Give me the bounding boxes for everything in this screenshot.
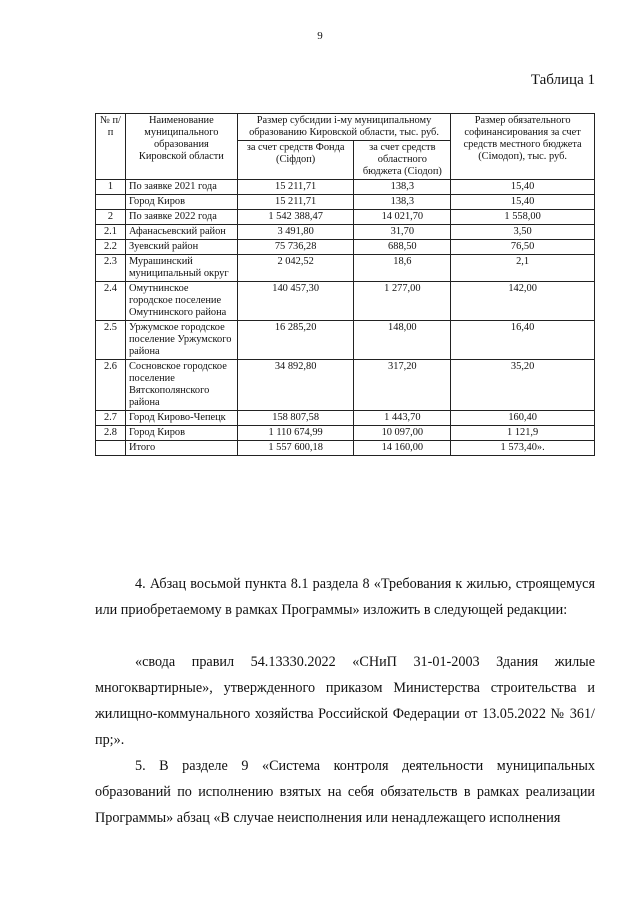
- header-local: Размер обязательного софинансирования за счет средств местного бюджета (Ciмодоп), тыс. руб.: [451, 114, 595, 180]
- paragraph-5-rest: образований по исполнению взятых на себя обязательств в рамках реализации Программы» абзац «В случае неисполнения или ненадлежащего исполнения: [95, 784, 595, 826]
- paragraph-4-rest: строящемуся или приобретаемому в рамках Программы» изложить в следующей редакции:: [95, 576, 595, 618]
- cell-fund: 75 736,28: [237, 240, 354, 255]
- cell-num: 2.1: [96, 225, 126, 240]
- cell-regional: 148,00: [354, 321, 451, 360]
- cell-local: 35,20: [451, 360, 595, 411]
- cell-name: Мурашинский муниципальный округ: [125, 255, 237, 282]
- cell-local: 1 121,9: [451, 426, 595, 441]
- quote-paragraph: [95, 649, 595, 753]
- cell-num: [96, 195, 126, 210]
- cell-local: 15,40: [451, 195, 595, 210]
- cell-regional: 1 277,00: [354, 282, 451, 321]
- cell-num: [96, 441, 126, 456]
- cell-local: 1 558,00: [451, 210, 595, 225]
- cell-num: 2.8: [96, 426, 126, 441]
- paragraph-5-line1: 5. В разделе 9 «Система контроля деятельности муниципальных: [135, 758, 595, 774]
- cell-name: Уржумское городское поселение Уржумского района: [125, 321, 237, 360]
- cell-fund: 34 892,80: [237, 360, 354, 411]
- cell-fund: 3 491,80: [237, 225, 354, 240]
- table-row: [96, 411, 595, 426]
- cell-name: Итого: [125, 441, 237, 456]
- table-row: [96, 426, 595, 441]
- cell-fund: 15 211,71: [237, 195, 354, 210]
- cell-num: 2.5: [96, 321, 126, 360]
- header-regional: за счет средств областного бюджета (Ciодоп): [354, 141, 451, 180]
- cell-local: 1 573,40».: [451, 441, 595, 456]
- cell-local: 160,40: [451, 411, 595, 426]
- table-row: [96, 282, 595, 321]
- cell-regional: 10 097,00: [354, 426, 451, 441]
- cell-regional: 18,6: [354, 255, 451, 282]
- cell-fund: 2 042,52: [237, 255, 354, 282]
- quote-line1: «свода правил 54.13330.2022 «СНиП 31-01-2003 Здания жилые: [135, 654, 595, 670]
- cell-local: 16,40: [451, 321, 595, 360]
- cell-name: Город Кирово-Чепецк: [125, 411, 237, 426]
- cell-fund: 15 211,71: [237, 180, 354, 195]
- cell-fund: 1 542 388,47: [237, 210, 354, 225]
- cell-num: 2: [96, 210, 126, 225]
- cell-local: 15,40: [451, 180, 595, 195]
- table-row: [96, 195, 595, 210]
- cell-regional: 14 160,00: [354, 441, 451, 456]
- cell-num: 2.2: [96, 240, 126, 255]
- page-number: 9: [317, 30, 323, 42]
- cell-fund: 158 807,58: [237, 411, 354, 426]
- cell-local: 3,50: [451, 225, 595, 240]
- cell-fund: 1 557 600,18: [237, 441, 354, 456]
- cell-fund: 16 285,20: [237, 321, 354, 360]
- cell-name: Город Киров: [125, 195, 237, 210]
- cell-local: 76,50: [451, 240, 595, 255]
- subsidy-table: [95, 113, 595, 456]
- cell-name: Зуевский район: [125, 240, 237, 255]
- paragraph-4: [95, 571, 595, 623]
- cell-regional: 14 021,70: [354, 210, 451, 225]
- cell-num: 2.3: [96, 255, 126, 282]
- table-row: [96, 255, 595, 282]
- cell-fund: 1 110 674,99: [237, 426, 354, 441]
- header-fund: за счет средств Фонда (Ciфдоп): [237, 141, 354, 180]
- header-subsidy: Размер субсидии i-му муниципальному образованию Кировской области, тыс. руб.: [237, 114, 450, 141]
- cell-name: По заявке 2021 года: [125, 180, 237, 195]
- cell-regional: 1 443,70: [354, 411, 451, 426]
- paragraph-5: [95, 753, 595, 831]
- table-row: [96, 360, 595, 411]
- cell-regional: 688,50: [354, 240, 451, 255]
- table-row: [96, 441, 595, 456]
- table-row: [96, 210, 595, 225]
- cell-num: 2.6: [96, 360, 126, 411]
- cell-name: Афанасьевский район: [125, 225, 237, 240]
- table-row: [96, 180, 595, 195]
- cell-name: Город Киров: [125, 426, 237, 441]
- cell-regional: 138,3: [354, 180, 451, 195]
- cell-name: По заявке 2022 года: [125, 210, 237, 225]
- table-label: Таблица 1: [530, 72, 595, 88]
- cell-num: 1: [96, 180, 126, 195]
- cell-num: 2.4: [96, 282, 126, 321]
- cell-local: 2,1: [451, 255, 595, 282]
- cell-name: Сосновское городское поселение Вятскополянского района: [125, 360, 237, 411]
- cell-regional: 31,70: [354, 225, 451, 240]
- paragraph-4-line1: 4. Абзац восьмой пункта 8.1 раздела 8 «Требования к жилью,: [135, 576, 512, 592]
- table-row: [96, 240, 595, 255]
- cell-name: Омутнинское городское поселение Омутнинского района: [125, 282, 237, 321]
- cell-regional: 317,20: [354, 360, 451, 411]
- cell-local: 142,00: [451, 282, 595, 321]
- header-num: № п/п: [96, 114, 126, 180]
- quote-rest: многоквартирные», утвержденного приказом Министерства строительства и жилищно-коммунального хозяйства Российской Федерации от 13.05.2022 № 361/пр;».: [95, 680, 595, 748]
- table-row: [96, 321, 595, 360]
- header-name: Наименование муниципального образования Кировской области: [125, 114, 237, 180]
- cell-regional: 138,3: [354, 195, 451, 210]
- cell-num: 2.7: [96, 411, 126, 426]
- table-row: [96, 225, 595, 240]
- cell-fund: 140 457,30: [237, 282, 354, 321]
